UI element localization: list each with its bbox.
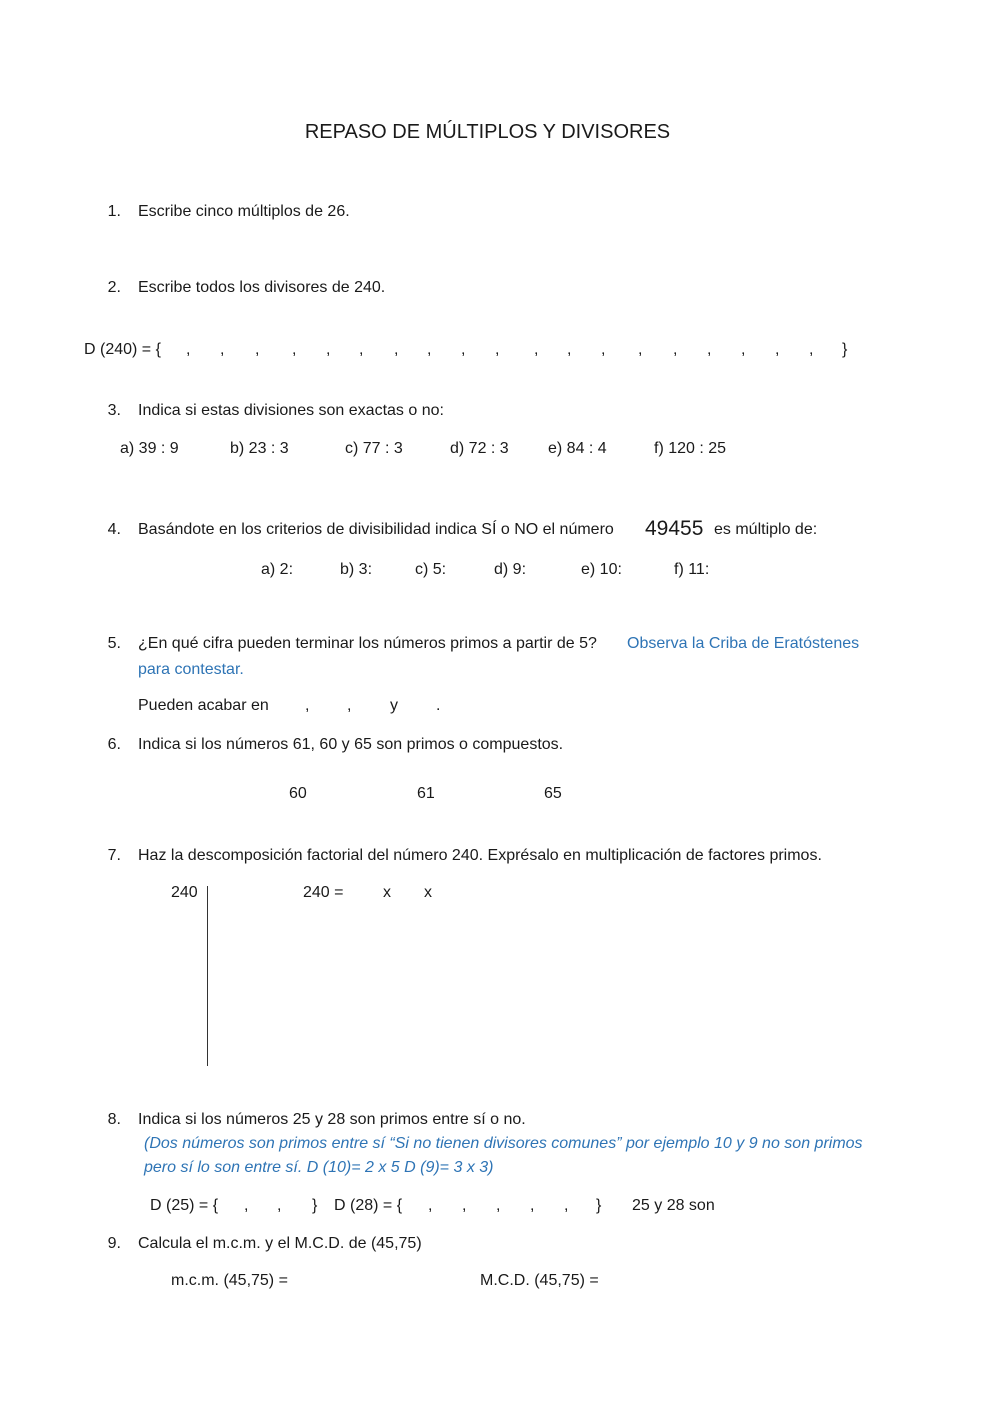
factorization-expression: 240 = [303, 884, 344, 901]
divisor-slot-sep: , [564, 1197, 569, 1214]
divisor-slot-sep: , [326, 341, 331, 358]
divisor-slot-sep: , [186, 341, 191, 358]
question-number-9: 9. [107, 1235, 121, 1252]
divisor-slot-sep: , [244, 1197, 249, 1214]
divisors-240-label: D (240) = { [84, 341, 161, 358]
target-number: 49455 [645, 517, 704, 540]
question-5-text: ¿En qué cifra pueden terminar los números primos a partir de 5? [138, 635, 597, 652]
question-4-text-after: es múltiplo de: [714, 521, 818, 538]
question-number-3: 3. [107, 402, 121, 419]
question-8-note: (Dos números son primos entre sí “Si no tienen divisores comunes” por ejemplo 10 y 9 no son primos [144, 1135, 863, 1152]
times-sign: x [424, 884, 432, 901]
divisor-slot-sep: , [461, 341, 466, 358]
factorization-divider [207, 886, 208, 1066]
divisors-240-close: } [842, 341, 848, 358]
question-number-8: 8. [107, 1111, 121, 1128]
divisor-slot-sep: , [277, 1197, 282, 1214]
question-8-text: Indica si los números 25 y 28 son primos entre sí o no. [138, 1111, 526, 1128]
divisibility-item: d) 9: [494, 561, 527, 578]
question-8-note-cont: pero sí lo son entre sí. D (10)= 2 x 5 D (9)= 3 x 3) [144, 1159, 494, 1176]
division-item: c) 77 : 3 [345, 440, 403, 457]
question-9-text: Calcula el m.c.m. y el M.C.D. de (45,75) [138, 1235, 422, 1252]
division-item: b) 23 : 3 [230, 440, 289, 457]
divisibility-item: a) 2: [261, 561, 294, 578]
mcd-label: M.C.D. (45,75) = [480, 1272, 599, 1289]
question-7-text: Haz la descomposición factorial del número 240. Exprésalo en multiplicación de factores primos. [138, 847, 822, 864]
divisibility-item: b) 3: [340, 561, 373, 578]
divisor-slot-sep: , [638, 341, 643, 358]
division-item: d) 72 : 3 [450, 440, 509, 457]
number-to-classify: 65 [544, 785, 562, 802]
divisibility-item: f) 11: [674, 561, 710, 578]
answer-sep: , [305, 697, 310, 714]
divisor-slot-sep: , [220, 341, 225, 358]
question-number-5: 5. [107, 635, 121, 652]
question-4-text: Basándote en los criterios de divisibilidad indica SÍ o NO el número [138, 521, 614, 538]
divisor-slot-sep: , [530, 1197, 535, 1214]
question-number-6: 6. [107, 736, 121, 753]
divisor-slot-sep: , [427, 341, 432, 358]
divisors-25-close: } [312, 1197, 318, 1214]
divisibility-item: e) 10: [581, 561, 622, 578]
divisor-slot-sep: , [292, 341, 297, 358]
answer-sep: y [390, 697, 398, 714]
divisor-slot-sep: , [534, 341, 539, 358]
question-number-1: 1. [107, 203, 121, 220]
divisor-slot-sep: , [741, 341, 746, 358]
question-5-hint-cont: para contestar. [138, 661, 244, 678]
question-number-7: 7. [107, 847, 121, 864]
divisors-25-label: D (25) = { [150, 1197, 219, 1214]
divisor-slot-sep: , [809, 341, 814, 358]
divisor-slot-sep: , [775, 341, 780, 358]
factorization-start: 240 [171, 884, 198, 901]
page-title: REPASO DE MÚLTIPLOS Y DIVISORES [304, 121, 671, 143]
number-to-classify: 61 [417, 785, 435, 802]
question-1-text: Escribe cinco múltiplos de 26. [138, 203, 350, 220]
question-number-2: 2. [107, 279, 121, 296]
divisibility-item: c) 5: [415, 561, 447, 578]
divisor-slot-sep: , [567, 341, 572, 358]
divisor-slot-sep: , [394, 341, 399, 358]
question-5-hint: Observa la Criba de Eratóstenes [627, 635, 860, 652]
divisor-slot-sep: , [359, 341, 364, 358]
divisors-28-label: D (28) = { [334, 1197, 403, 1214]
divisor-slot-sep: , [462, 1197, 467, 1214]
divisor-slot-sep: , [255, 341, 260, 358]
times-sign: x [383, 884, 391, 901]
question-3-text: Indica si estas divisiones son exactas o no: [138, 402, 444, 419]
division-item: a) 39 : 9 [120, 440, 179, 457]
division-item: e) 84 : 4 [548, 440, 607, 457]
question-6-text: Indica si los números 61, 60 y 65 son primos o compuestos. [138, 736, 564, 753]
divisor-slot-sep: , [707, 341, 712, 358]
number-to-classify: 60 [289, 785, 307, 802]
divisor-slot-sep: , [673, 341, 678, 358]
answer-sep: . [436, 697, 441, 714]
divisor-slot-sep: , [496, 1197, 501, 1214]
divisor-slot-sep: , [495, 341, 500, 358]
mcm-label: m.c.m. (45,75) = [171, 1272, 288, 1289]
answer-sep: , [347, 697, 352, 714]
answer-label: Pueden acabar en [138, 697, 269, 714]
coprime-result-label: 25 y 28 son [632, 1197, 715, 1214]
question-number-4: 4. [107, 521, 121, 538]
question-2-text: Escribe todos los divisores de 240. [138, 279, 386, 296]
division-item: f) 120 : 25 [654, 440, 727, 457]
divisors-28-close: } [596, 1197, 602, 1214]
divisor-slot-sep: , [601, 341, 606, 358]
divisor-slot-sep: , [428, 1197, 433, 1214]
